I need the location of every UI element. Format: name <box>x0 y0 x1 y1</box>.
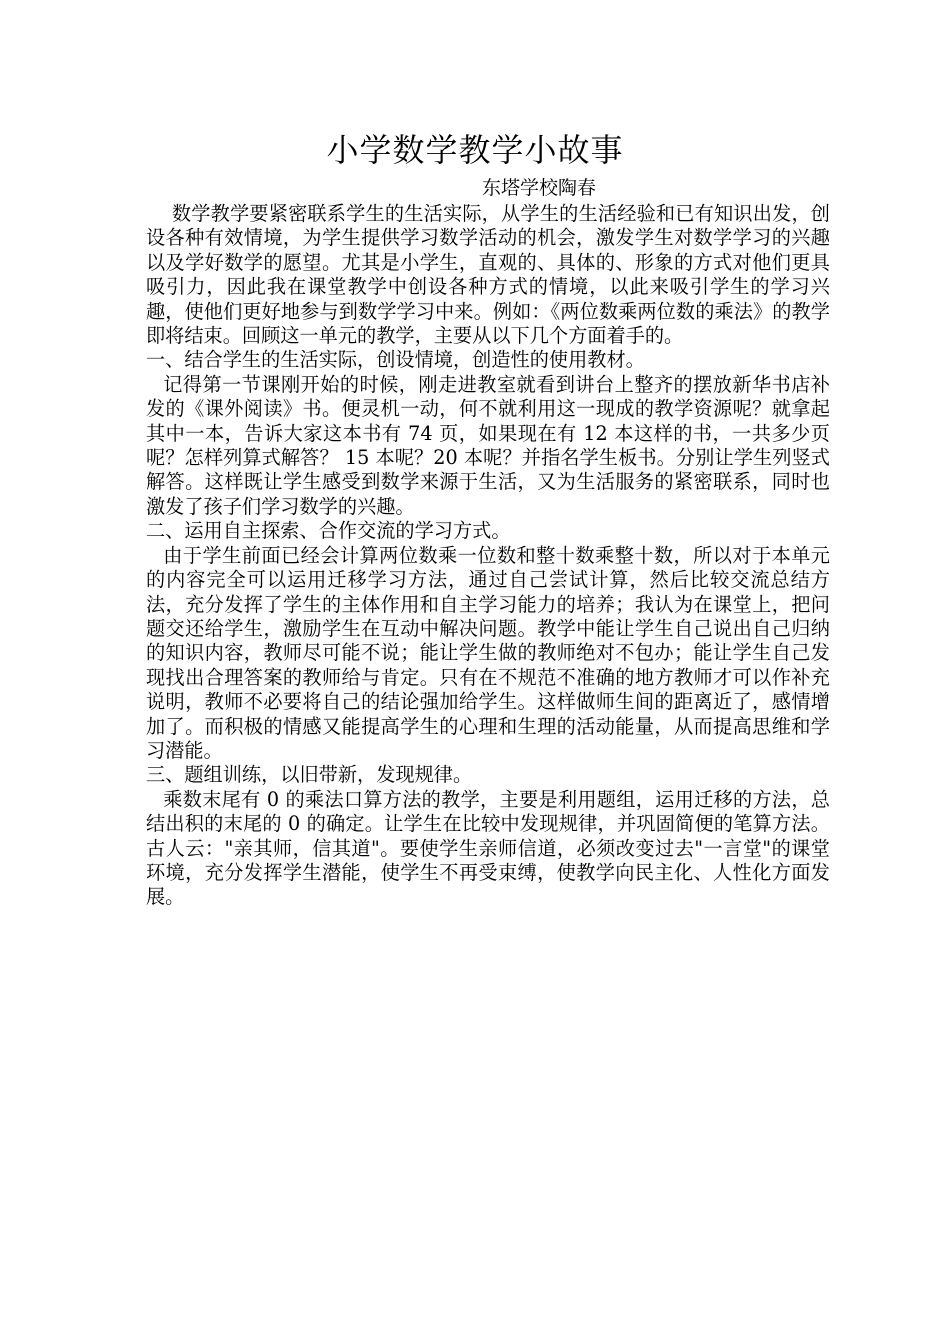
paragraph-section-1: 记得第一节课刚开始的时候，刚走进教室就看到讲台上整齐的摆放新华书店补发的《课外阅读》书。便灵机一动，何不就利用这一现成的教学资源呢？就拿起其中一本，告诉大家这本书有 74 页，如果现在有 12 本这样的书，一共多少页呢？怎样列算式解答？ 15 本呢？20 本呢？并指名学生板书。分别让学生列竖式解答。这样既让学生感受到数学来源于生活，又为生活服务的紧密联系，同时也激发了孩子们学习数学的兴趣。 <box>146 372 830 518</box>
document-body <box>146 202 830 910</box>
section-heading-1: 一、结合学生的生活实际，创设情境，创造性的使用教材。 <box>146 348 645 372</box>
section-heading-3: 三、题组训练，以旧带新，发现规律。 <box>146 763 473 787</box>
paragraph-section-3: 乘数末尾有 0 的乘法口算方法的教学，主要是利用题组，运用迁移的方法，总结出积的末尾的 0 的确定。让学生在比较中发现规律，并巩固简便的笔算方法。古人云："亲其师，信其道"。要使学生亲师信道，必须改变过去"一言堂"的课堂环境，充分发挥学生潜能，使学生不再受束缚，使教学向民主化、人性化方面发展。 <box>146 787 830 909</box>
paragraph-intro: 数学教学要紧密联系学生的生活实际，从学生的生活经验和已有知识出发，创设各种有效情境，为学生提供学习数学活动的机会，激发学生对数学学习的兴趣以及学好数学的愿望。尤其是小学生，直观的、具体的、形象的方式对他们更具吸引力，因此我在课堂教学中创设各种方式的情境，以此来吸引学生的学习兴趣，使他们更好地参与到数学学习中来。例如：《两位数乘两位数的乘法》的教学即将结束。回顾这一单元的教学，主要从以下几个方面着手的。 <box>146 202 830 348</box>
document-title: 小学数学教学小故事 <box>326 131 624 169</box>
document-author: 东塔学校陶春 <box>482 177 597 199</box>
section-heading-2: 二、运用自主探索、合作交流的学习方式。 <box>146 519 511 543</box>
paragraph-section-2: 由于学生前面已经会计算两位数乘一位数和整十数乘整十数，所以对于本单元的内容完全可以运用迁移学习方法，通过自己尝试计算，然后比较交流总结方法，充分发挥了学生的主体作用和自主学习能力的培养；我认为在课堂上，把问题交还给学生，激励学生在互动中解决问题。教学中能让学生自己说出自己归纳的知识内容，教师尽可能不说；能让学生做的教师绝对不包办；能让学生自己发现找出合理答案的教师给与肯定。只有在不规范不准确的地方教师才可以作补充说明，教师不必要将自己的结论强加给学生。这样做师生间的距离近了，感情增加了。而积极的情感又能提高学生的心理和生理的活动能量，从而提高思维和学习潜能。 <box>146 543 830 762</box>
